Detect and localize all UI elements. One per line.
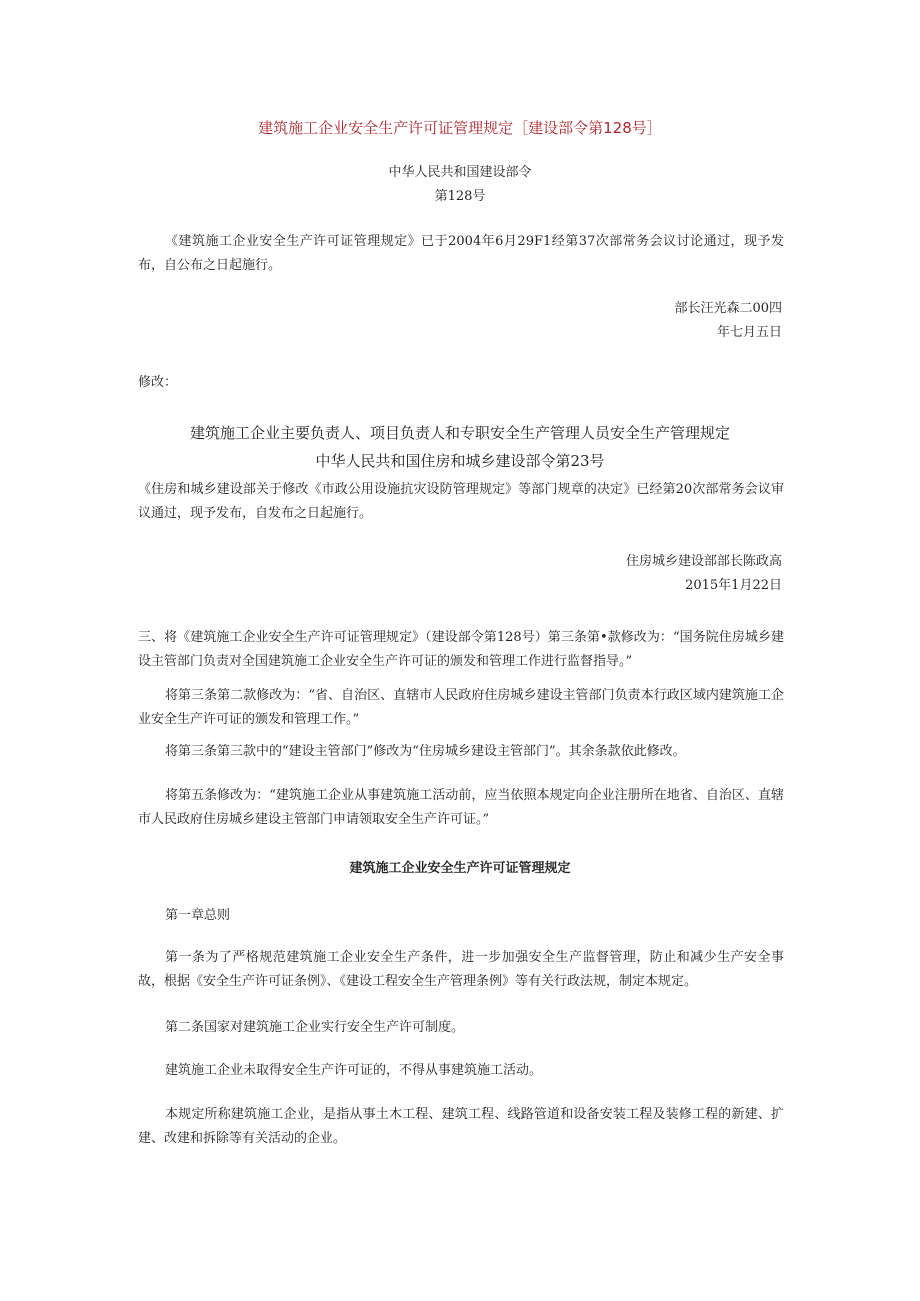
regulation-title: 建筑施工企业安全生产许可证管理规定 bbox=[349, 861, 571, 876]
amendment-item-5: 将第五条修改为：“建筑施工企业从事建筑施工活动前，应当依照本规定向企业注册所在地省、自治区、直辖市人民政府住房城乡建设主管部门申请领取安全生产许可证。” bbox=[138, 788, 784, 827]
amendment-title: 建筑施工企业主要负责人、项目负责人和专职安全生产管理人员安全生产管理规定 bbox=[189, 424, 730, 442]
preamble-paragraph: 《建筑施工企业安全生产许可证管理规定》已于2004年6月29F1经第37次部常务会议讨论通过，现予发布，自公布之日起施行。 bbox=[138, 234, 784, 273]
order-number: 第128号 bbox=[434, 189, 486, 204]
article-2: 第二条国家对建筑施工企业实行安全生产许可制度。 bbox=[165, 1020, 465, 1035]
article-2-para-3: 本规定所称建筑施工企业，是指从事土木工程、建筑工程、线路管道和设备安装工程及装修工程的新建、扩建、改建和拆除等有关活动的企业。 bbox=[138, 1107, 784, 1146]
issuer-name: 中华人民共和国建设部令 bbox=[388, 165, 532, 180]
amendment-label: 修改： bbox=[138, 375, 178, 390]
signature-date-2: 2015年1月22日 bbox=[685, 578, 782, 593]
signature-minister-2: 住房城乡建设部部长陈政高 bbox=[625, 554, 782, 569]
document-title: 建筑施工企业安全生产许可证管理规定［建设部令第128号］ bbox=[258, 119, 662, 137]
amendment-item-3b: 将第三条第二款修改为：“省、自治区、直辖市人民政府住房城乡建设主管部门负责本行政区域内建筑施工企业安全生产许可证的颁发和管理工作。” bbox=[138, 688, 784, 727]
signature-minister: 部长汪光森二00四 bbox=[674, 301, 782, 316]
signature-date: 年七月五日 bbox=[716, 325, 782, 340]
chapter-heading: 第一章总则 bbox=[165, 908, 231, 923]
amendment-paragraph: 《住房和城乡建设部关于修改《市政公用设施抗灾设防管理规定》等部门规章的决定》已经第20次部常务会议审议通过，现予发布，自发布之日起施行。 bbox=[138, 482, 784, 521]
amendment-item-3c: 将第三条第三款中的“建设主管部门”修改为“住房城乡建设主管部门”。其余条款依此修改。 bbox=[165, 744, 686, 759]
article-2-para-2: 建筑施工企业未取得安全生产许可证的，不得从事建筑施工活动。 bbox=[165, 1063, 543, 1078]
amendment-order: 中华人民共和国住房和城乡建设部令第23号 bbox=[315, 452, 605, 470]
amendment-item-3: 三、将《建筑施工企业安全生产许可证管理规定》（建设部令第128号）第三条第•款修改为：“国务院住房城乡建设主管部门负责对全国建筑施工企业安全生产许可证的颁发和管理工作进行监督指导。” bbox=[138, 630, 784, 669]
article-1: 第一条为了严格规范建筑施工企业安全生产条件，进一步加强安全生产监督管理，防止和减少生产安全事故，根据《安全生产许可证条例》、《建设工程安全生产管理条例》等有关行政法规，制定本规定。 bbox=[138, 950, 784, 989]
